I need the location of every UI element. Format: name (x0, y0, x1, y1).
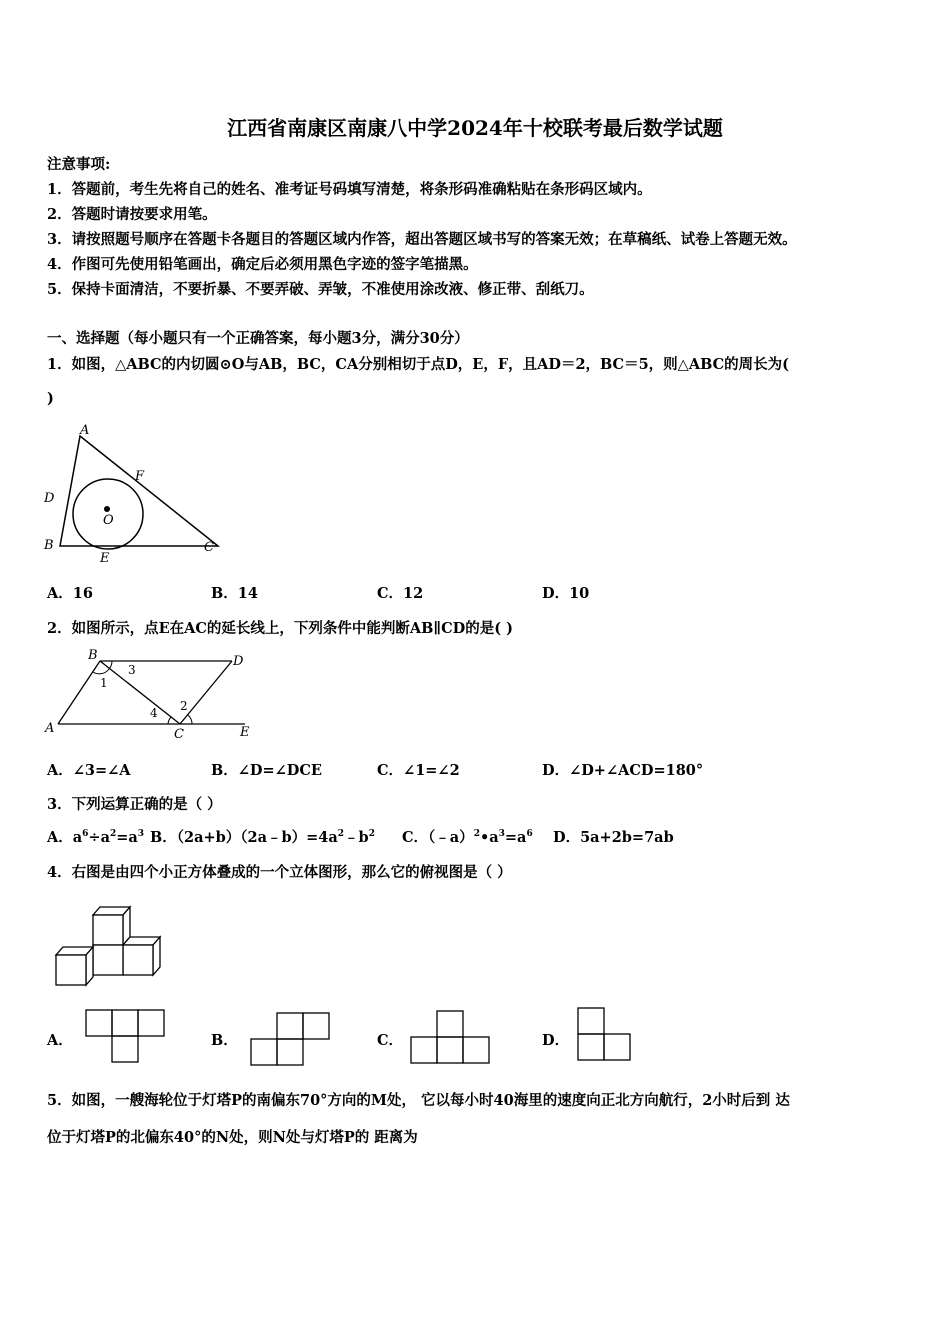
q3-option-a[interactable]: A．$a^6\div a^2=a^3$ (47, 829, 145, 846)
q2-option-a[interactable]: A．∠3=∠A (47, 762, 131, 779)
q1-option-c[interactable]: C．12 (377, 585, 424, 602)
label-1: 1 (100, 676, 108, 690)
q1-text-cont: ) (47, 390, 54, 407)
label-a: A (45, 721, 55, 736)
label-e: E (100, 551, 110, 566)
notice-item-5: 5．保持卡面清洁，不要折暴、不要弄破、弄皱，不准使用涂改液、修正带、刮纸刀。 (47, 281, 594, 298)
label-2: 2 (180, 699, 188, 713)
q5-text: 5．如图，一艘海轮位于灯塔P的南偏东70°方向的M处， 它以每小时40海里的速度向正北方向航行，2小时后到 达 (47, 1092, 790, 1109)
label-c: C (174, 727, 184, 742)
label-c: C (204, 540, 214, 555)
page-title: 江西省南康区南康八中学2024年十校联考最后数学试题 (227, 116, 723, 140)
q4-cube-stack-figure (48, 900, 173, 990)
q4-option-c[interactable]: C． (377, 1032, 404, 1049)
q4-option-b[interactable]: B． (211, 1032, 238, 1049)
q3-option-d[interactable]: D．5a+2b=7ab (553, 829, 674, 846)
q1-option-a[interactable]: A．16 (47, 585, 93, 602)
q3-text: 3．下列运算正确的是（ ） (47, 796, 222, 813)
section-heading: 一、选择题（每小题只有一个正确答案，每小题3分，满分30分） (47, 330, 469, 347)
label-b: B (88, 648, 98, 663)
q4-text: 4．右图是由四个小正方体叠成的一个立体图形，那么它的俯视图是（ ） (47, 864, 512, 881)
notice-heading: 注意事项: (47, 156, 111, 173)
notice-item-4: 4．作图可先使用铅笔画出，确定后必须用黑色字迹的签字笔描黑。 (47, 256, 478, 273)
notice-item-2: 2．答题时请按要求用笔。 (47, 206, 217, 223)
q4-option-b-figure[interactable] (249, 1011, 333, 1067)
notice-item-1: 1．答题前，考生先将自己的姓名、准考证号码填写清楚，将条形码准确粘贴在条形码区域内。 (47, 181, 652, 198)
q4-option-d-figure[interactable] (576, 1006, 636, 1066)
label-d: D (233, 654, 244, 669)
label-b: B (44, 538, 54, 553)
label-3: 3 (128, 663, 136, 677)
q1-option-b[interactable]: B．14 (211, 585, 258, 602)
q2-option-c[interactable]: C．∠1=∠2 (377, 762, 460, 779)
q2-parallelogram-figure (40, 648, 270, 743)
q3-option-b[interactable]: B．$(2a+b)(2a﹣b)=4a^2﹣b^2$ (150, 829, 375, 846)
label-d: D (44, 491, 55, 506)
label-f: F (135, 469, 145, 484)
q4-option-d[interactable]: D． (542, 1032, 570, 1049)
q4-option-a-figure[interactable] (84, 1008, 168, 1064)
label-o: O (103, 513, 114, 528)
q2-option-d[interactable]: D．∠D+∠ACD=180° (542, 762, 704, 779)
center-point (104, 506, 110, 512)
label-4: 4 (150, 706, 158, 720)
q5-text-cont: 位于灯塔P的北偏东40°的N处，则N处与灯塔P的 距离为 (47, 1129, 418, 1146)
q1-option-d[interactable]: D．10 (542, 585, 590, 602)
q2-option-b[interactable]: B．∠D=∠DCE (211, 762, 322, 779)
q4-option-a[interactable]: A． (47, 1032, 73, 1049)
label-e: E (240, 725, 250, 740)
q3-option-c[interactable]: C．$(﹣a)^2•a^3=a^6$ (402, 829, 533, 846)
q2-text: 2．如图所示，点E在AC的延长线上，下列条件中能判断AB∥CD的是( ) (47, 620, 513, 637)
q4-option-c-figure[interactable] (409, 1009, 493, 1065)
notice-item-3: 3．请按照题号顺序在答题卡各题目的答题区域内作答，超出答题区域书写的答案无效；在草稿纸、试卷上答题无效。 (47, 231, 797, 248)
q1-text: 1．如图，△ABC的内切圆⊙O与AB，BC，CA分别相切于点D，E，F，且AD＝2，BC＝5，则△ABC的周长为( (47, 356, 790, 373)
label-a: A (80, 423, 90, 438)
q1-triangle-figure (40, 418, 230, 568)
